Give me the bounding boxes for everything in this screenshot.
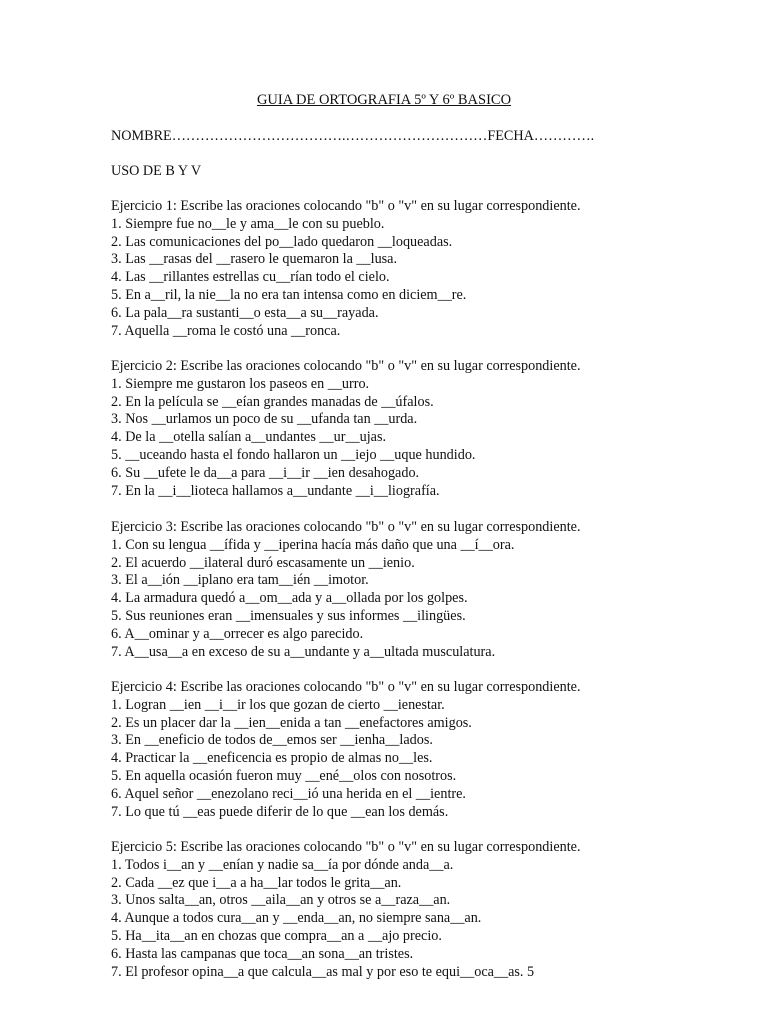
exercise-item: 2. Cada __ez que i__a a ha__lar todos le grita__an. (111, 874, 402, 891)
exercise-item: 2. En la película se __eían grandes manadas de __úfalos. (111, 393, 434, 410)
exercise-item: 2. El acuerdo __ilateral duró escasamente un __ienio. (111, 554, 415, 571)
exercise-item: 6. Aquel señor __enezolano reci__ió una herida en el __ientre. (111, 785, 466, 802)
exercise-item: 1. Con su lengua __ífida y __iperina hacía más daño que una __í__ora. (111, 536, 515, 553)
exercise-item: 6. Hasta las campanas que toca__an sona__an tristes. (111, 945, 414, 962)
section-heading: USO DE B Y V (111, 163, 202, 179)
exercise-item: 3. Unos salta__an, otros __aila__an y otros se a__raza__an. (111, 892, 451, 909)
exercise-item: 6. Su __ufete le da__a para __i__ir __ien desahogado. (111, 464, 420, 481)
exercise-heading: Ejercicio 3: Escribe las oraciones colocando "b" o "v" en su lugar correspondiente. (111, 519, 581, 535)
exercise-item: 7. En la __i__lioteca hallamos a__undante __i__liografía. (111, 482, 440, 499)
exercise-4 (111, 679, 731, 821)
exercise-item: 3. El a__ión __iplano era tam__ién __imotor. (111, 572, 369, 589)
exercise-2 (111, 358, 731, 500)
exercise-item: 2. Las comunicaciones del po__lado quedaron __loqueadas. (111, 233, 453, 250)
page-title: GUIA DE ORTOGRAFIA 5º Y 6º BASICO (256, 92, 512, 108)
exercise-item: 5. En a__ril, la nie__la no era tan intensa como en diciem__re. (111, 286, 467, 303)
name-date-line: NOMBRE……………………………….…………………………FECHA…………. (111, 128, 595, 144)
exercise-item: 5. Ha__ita__an en chozas que compra__an a __ajo precio. (111, 927, 442, 944)
exercise-item: 3. En __eneficio de todos de__emos ser __ienha__lados. (111, 732, 433, 749)
exercise-heading: Ejercicio 5: Escribe las oraciones colocando "b" o "v" en su lugar correspondiente. (111, 839, 581, 855)
exercise-heading: Ejercicio 1: Escribe las oraciones colocando "b" o "v" en su lugar correspondiente. (111, 198, 581, 214)
exercise-item: 1. Todos i__an y __enían y nadie sa__ía por dónde anda__a. (111, 856, 454, 873)
exercise-item: 7. El profesor opina__a que calcula__as mal y por eso te equi__oca__as. 5 (111, 963, 535, 980)
exercise-5 (111, 839, 731, 981)
exercise-item: 1. Siempre me gustaron los paseos en __urro. (111, 375, 370, 392)
exercise-item: 1. Logran __ien __i__ir los que gozan de cierto __ienestar. (111, 696, 445, 713)
exercise-item: 3. Las __rasas del __rasero le quemaron la __lusa. (111, 251, 398, 268)
exercise-item: 7. A__usa__a en exceso de su a__undante y a__ultada musculatura. (111, 643, 496, 660)
exercise-item: 7. Aquella __roma le costó una __ronca. (111, 322, 341, 339)
exercise-heading: Ejercicio 4: Escribe las oraciones colocando "b" o "v" en su lugar correspondiente. (111, 679, 581, 695)
exercise-item: 3. Nos __urlamos un poco de su __ufanda tan __urda. (111, 411, 418, 428)
exercise-item: 7. Lo que tú __eas puede diferir de lo que __ean los demás. (111, 803, 449, 820)
exercise-item: 4. Las __rillantes estrellas cu__rían todo el cielo. (111, 269, 390, 286)
exercise-item: 5. __uceando hasta el fondo hallaron un __iejo __uque hundido. (111, 446, 476, 463)
exercise-item: 5. Sus reuniones eran __imensuales y sus informes __ilingües. (111, 607, 466, 624)
exercise-3 (111, 519, 731, 661)
exercise-item: 4. Aunque a todos cura__an y __enda__an, no siempre sana__an. (111, 910, 482, 927)
exercise-item: 4. De la __otella salían a__undantes __ur__ujas. (111, 429, 387, 446)
exercise-item: 4. Practicar la __eneficencia es propio de almas no__les. (111, 750, 433, 767)
exercise-item: 1. Siempre fue no__le y ama__le con su pueblo. (111, 215, 385, 232)
exercise-1 (111, 198, 731, 340)
exercise-item: 4. La armadura quedó a__om__ada y a__ollada por los golpes. (111, 590, 468, 607)
exercise-heading: Ejercicio 2: Escribe las oraciones colocando "b" o "v" en su lugar correspondiente. (111, 358, 581, 374)
exercise-item: 6. La pala__ra sustanti__o esta__a su__rayada. (111, 304, 379, 321)
exercise-item: 5. En aquella ocasión fueron muy __ené__olos con nosotros. (111, 767, 457, 784)
exercise-item: 2. Es un placer dar la __ien__enida a tan __enefactores amigos. (111, 714, 472, 731)
exercise-item: 6. A__ominar y a__orrecer es algo parecido. (111, 625, 364, 642)
